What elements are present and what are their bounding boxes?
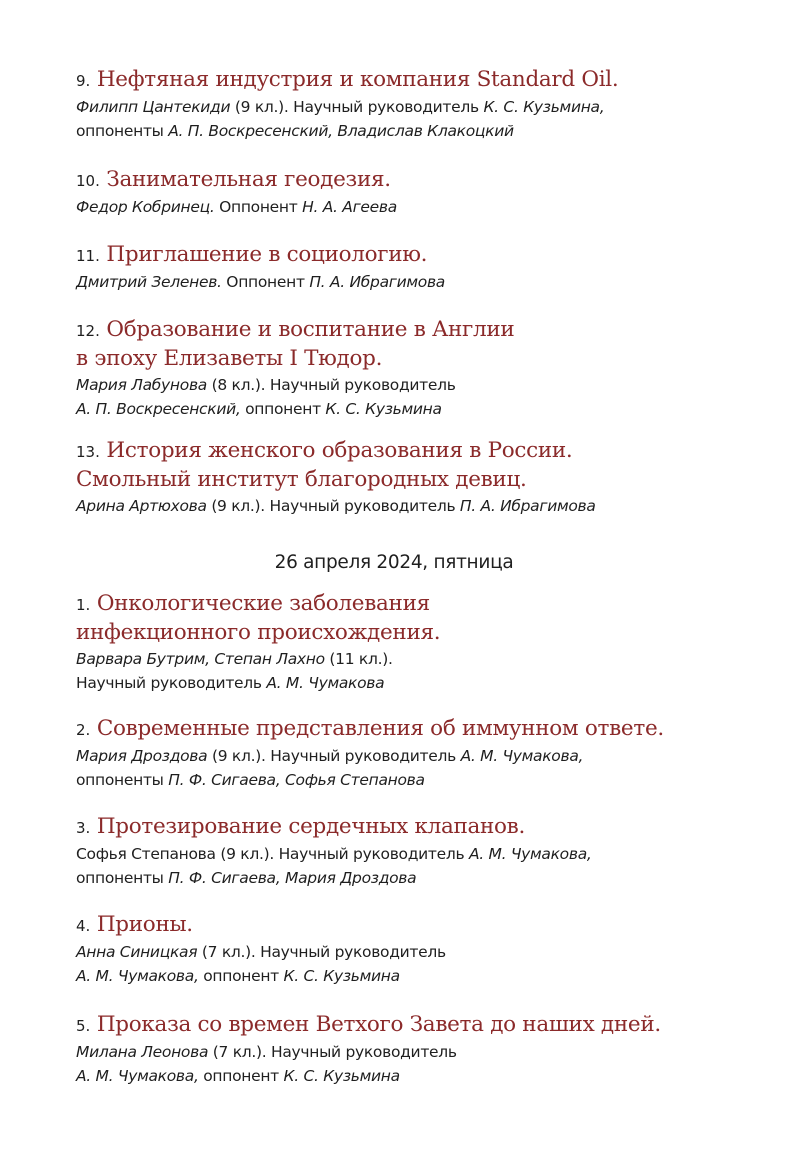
talk-credits-line <box>76 95 756 119</box>
talk-credits-line <box>76 940 756 964</box>
talk-credits-line <box>76 494 756 518</box>
talk-credits-line <box>76 768 756 792</box>
person-name: П. А. Ибрагимова <box>309 273 445 291</box>
person-name: Варвара Бутрим, Степан Лахно <box>76 650 325 668</box>
talk-title <box>76 466 756 494</box>
talk-item <box>76 166 756 219</box>
credit-text: оппонент <box>198 1067 284 1085</box>
talk-item <box>76 316 756 421</box>
person-name: К. С. Кузьмина <box>325 400 442 418</box>
talk-item <box>76 241 756 294</box>
credit-text: оппоненты <box>76 122 169 140</box>
talk-number: 13. <box>76 443 100 461</box>
credit-text: Оппонент <box>221 273 310 291</box>
talk-number: 5. <box>76 1017 91 1035</box>
talk-title <box>76 1011 756 1040</box>
talk-title-text: Нефтяная индустрия и компания Standard Oil. <box>96 67 619 92</box>
talk-title <box>76 619 756 647</box>
talk-title-text: История женского образования в России. <box>106 438 573 463</box>
talk-title <box>76 316 756 345</box>
credit-text: (9 кл.). Научный руководитель <box>206 497 460 515</box>
talk-title-text: инфекционного происхождения. <box>76 620 441 645</box>
talk-title-text: Онкологические заболевания <box>96 591 430 616</box>
talk-title <box>76 911 756 940</box>
talk-credits-line <box>76 397 756 421</box>
talk-title-text: Приглашение в социологию. <box>106 242 428 267</box>
credit-text: (9 кл.). Научный руководитель <box>230 98 484 116</box>
talk-item <box>76 590 756 695</box>
credit-text: Оппонент <box>214 198 303 216</box>
talk-number: 12. <box>76 322 100 340</box>
credit-text: (9 кл.). Научный руководитель <box>207 747 461 765</box>
talk-title <box>76 813 756 842</box>
talk-credits-line <box>76 119 756 143</box>
person-name: Анна Синицкая <box>76 943 198 961</box>
talk-title-text: Протезирование сердечных клапанов. <box>96 814 526 839</box>
talk-number: 11. <box>76 247 100 265</box>
person-name: Мария Дроздова <box>76 747 208 765</box>
credit-text: Софья Степанова (9 кл.). Научный руководитель <box>76 845 469 863</box>
person-name: П. Ф. Сигаева, Мария Дроздова <box>168 869 417 887</box>
talk-title-text: в эпоху Елизаветы I Тюдор. <box>76 346 383 371</box>
person-name: А. М. Чумакова, <box>460 747 584 765</box>
talk-credits-line <box>76 270 756 294</box>
talk-credits-line <box>76 866 756 890</box>
credit-text: оппонент <box>198 967 284 985</box>
person-name: Федор Кобринец. <box>76 198 215 216</box>
person-name: П. А. Ибрагимова <box>459 497 596 515</box>
talk-number: 3. <box>76 819 91 837</box>
talk-number: 10. <box>76 172 100 190</box>
person-name: А. П. Воскресенский, Владислав Клакоцкий <box>168 122 514 140</box>
date-heading: 26 апреля 2024, пятница <box>274 552 514 573</box>
credit-text: (8 кл.). Научный руководитель <box>206 376 456 394</box>
person-name: А. М. Чумакова, <box>76 1067 199 1085</box>
person-name: Н. А. Агеева <box>302 198 397 216</box>
talk-title <box>76 166 756 195</box>
talk-title-text: Современные представления об иммунном ответе. <box>96 716 664 741</box>
talk-item <box>76 1011 756 1088</box>
talk-title-text: Образование и воспитание в Англии <box>106 317 515 342</box>
person-name: Филипп Цантекиди <box>76 98 231 116</box>
talk-title-text: Смольный институт благородных девиц. <box>76 467 527 492</box>
talk-item <box>76 911 756 988</box>
talk-credits-line <box>76 842 756 866</box>
credit-text: оппонент <box>240 400 326 418</box>
talk-item <box>76 715 756 792</box>
person-name: А. М. Чумакова <box>266 674 385 692</box>
talk-credits-line <box>76 195 756 219</box>
talk-title <box>76 437 756 466</box>
talk-title <box>76 241 756 270</box>
credit-text: Научный руководитель <box>76 674 267 692</box>
person-name: П. Ф. Сигаева, Софья Степанова <box>168 771 425 789</box>
talk-credits-line <box>76 671 756 695</box>
person-name: К. С. Кузьмина <box>283 967 400 985</box>
talk-credits-line <box>76 373 756 397</box>
talk-title-text: Проказа со времен Ветхого Завета до наших дней. <box>96 1012 661 1037</box>
person-name: А. М. Чумакова, <box>76 967 199 985</box>
talk-credits-line <box>76 744 756 768</box>
credit-text: оппоненты <box>76 771 169 789</box>
talk-title-text: Занимательная геодезия. <box>106 167 391 192</box>
talk-number: 2. <box>76 721 91 739</box>
talk-credits-line <box>76 647 756 671</box>
talk-number: 1. <box>76 596 91 614</box>
person-name: К. С. Кузьмина <box>283 1067 400 1085</box>
talk-title <box>76 715 756 744</box>
talk-title <box>76 66 756 95</box>
talk-credits-line <box>76 964 756 988</box>
person-name: А. П. Воскресенский, <box>76 400 241 418</box>
person-name: Мария Лабунова <box>76 376 207 394</box>
talk-title <box>76 345 756 373</box>
talk-title <box>76 590 756 619</box>
person-name: Дмитрий Зеленев. <box>76 273 222 291</box>
talk-number: 4. <box>76 917 91 935</box>
talk-item <box>76 66 756 143</box>
credit-text: (7 кл.). Научный руководитель <box>208 1043 457 1061</box>
person-name: Арина Артюхова <box>76 497 207 515</box>
talk-number: 9. <box>76 72 91 90</box>
talk-credits-line <box>76 1040 756 1064</box>
person-name: Милана Леонова <box>76 1043 209 1061</box>
person-name: К. С. Кузьмина, <box>483 98 605 116</box>
talk-title-text: Прионы. <box>96 912 193 937</box>
talk-credits-line <box>76 1064 756 1088</box>
credit-text: оппоненты <box>76 869 169 887</box>
talk-item <box>76 813 756 890</box>
credit-text: (11 кл.). <box>324 650 393 668</box>
credit-text: (7 кл.). Научный руководитель <box>197 943 446 961</box>
person-name: А. М. Чумакова, <box>468 845 592 863</box>
talk-item <box>76 437 756 518</box>
